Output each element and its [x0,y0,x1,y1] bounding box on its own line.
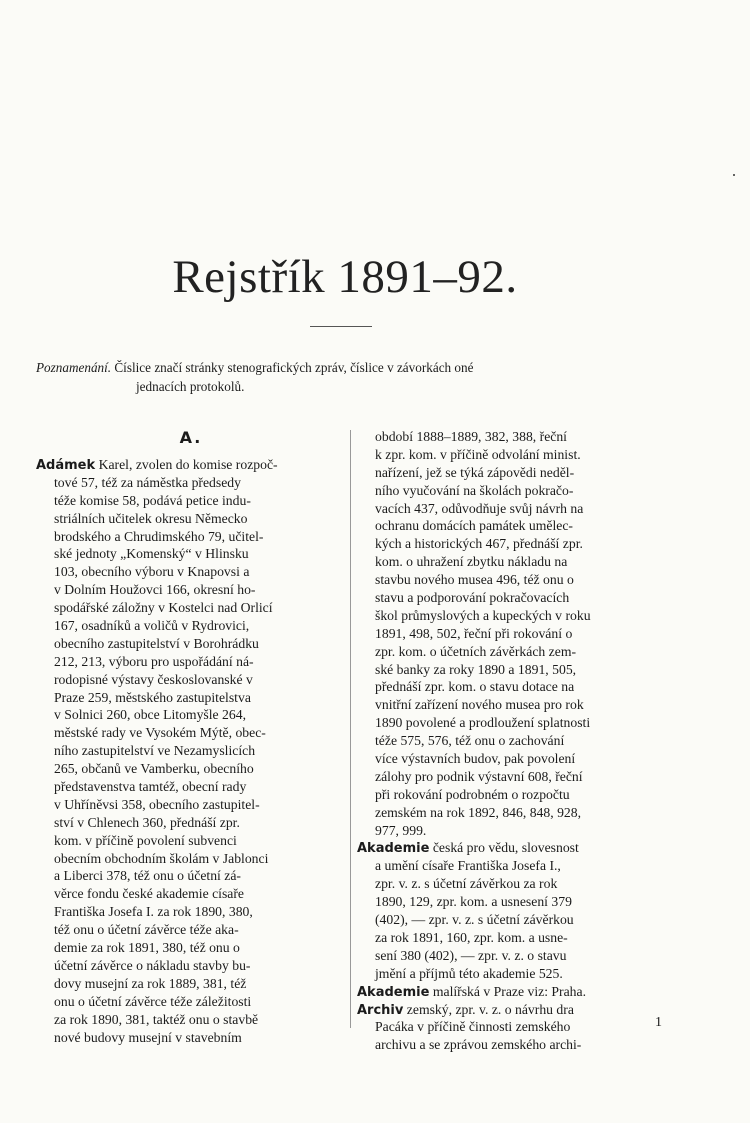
entry-line [36,474,346,492]
entry-archiv [357,1001,687,1055]
entry-text: tové 57, též za náměstka předsedy [54,474,241,490]
entry-text: malířská v Praze viz: Praha. [429,983,587,999]
note-line-2: jednacích protokolů. [136,379,245,394]
entry-text: stavbu nového musea 496, též onu o [375,572,574,588]
entry-line [36,921,346,939]
left-column [36,428,346,1046]
entry-text: v Uhříněvsi 358, obecního zastupitel- [54,796,260,812]
entry-line [357,607,687,625]
entry-text: téže komise 58, podává petice indu- [54,492,251,508]
entry-text: kých a historických 467, přednáší zpr. [375,536,583,552]
page-title: Rejstřík 1891–92. [172,251,518,303]
entry-text: jmění a příjmů této akademie 525. [375,965,563,981]
entry-headword: Akademie [357,841,430,857]
entry-text: zemský, zpr. v. z. o návrhu dra [403,1001,574,1017]
entry-akademie-malirska [357,983,687,1001]
entry-line [357,1018,687,1036]
entry-text: 103, obecního výboru v Knapovsi a [54,564,250,580]
entry-text: městské rady ve Vysokém Mýtě, obec- [54,725,266,741]
entry-line [357,428,687,446]
entry-line [36,993,346,1011]
entry-line [357,804,687,822]
entry-text: 1890 povolené a prodloužení splatnosti [375,715,591,731]
entry-text: zpr. kom. o účetních závěrkách zem- [375,643,577,659]
entry-line [36,850,346,868]
entry-line [357,678,687,696]
entry-line [36,796,346,814]
entry-text: zpr. v. z. s účetní závěrkou za rok [375,876,558,892]
entry-line [357,768,687,786]
entry-line [36,975,346,993]
title-rule [310,326,372,327]
entry-text: kom. v příčině povolení subvenci [54,832,237,848]
entry-line [357,500,687,518]
entry-text: rodopisné výstavy českoslovanské v [54,671,253,687]
entry-line [36,724,346,742]
entry-text: 167, osadníků a voličů v Rydrovici, [54,618,250,634]
entry-text: spodářské záložny v Kostelci nad Orlicí [54,600,273,616]
entry-text: 212, 213, výboru pro uspořádání ná- [54,653,254,669]
entry-line [36,689,346,707]
entry-text: věrce fondu české akademie císaře [54,886,244,902]
entry-akademie-ceska [357,839,687,982]
entry-line [357,661,687,679]
entry-line [357,750,687,768]
entry-text: vacích 437, odůvodňuje svůj návrh na [375,500,584,516]
entry-line [357,643,687,661]
right-column [357,428,687,1054]
entry-text: k zpr. kom. v příčině odvolání minist. [375,446,581,462]
entry-line [357,786,687,804]
entry-line [357,929,687,947]
entry-line [357,1001,687,1019]
entry-text: v Dolním Houžovci 166, okresní ho- [54,582,256,598]
entry-line [36,563,346,581]
entry-text: Františka Josefa I. za rok 1890, 380, [54,904,253,920]
entry-text: účetní závěrce o nákladu stavby bu- [54,957,251,973]
entry-text: 977, 999. [375,822,427,838]
entry-line [357,1036,687,1054]
entry-text: brodského a Chrudimského 79, učitel- [54,528,264,544]
entry-line [357,571,687,589]
entry-line [357,553,687,571]
entry-line [36,635,346,653]
entry-line [36,653,346,671]
entry-text: 1891, 498, 502, řeční při rokování o [375,625,573,641]
entry-text: při rokování podrobném o rozpočtu [375,786,570,802]
entry-headword: Adámek [36,458,96,473]
entry-line [36,1029,346,1047]
entry-line [36,528,346,546]
entry-line [36,814,346,832]
entry-text: kom. o uhražení zbytku nákladu na [375,554,568,570]
entry-text: ství v Chlenech 360, přednáší zpr. [54,814,240,830]
entry-line [357,732,687,750]
entry-line [357,839,687,857]
entry-line [36,1011,346,1029]
entry-line [357,464,687,482]
entry-line [36,778,346,796]
entry-line [357,875,687,893]
column-divider [350,430,351,1028]
entry-line [357,696,687,714]
entry-text: ské banky za roky 1890 a 1891, 505, [375,661,577,677]
entry-text: (402), — zpr. v. z. s účetní závěrkou [375,912,574,928]
note-label: Poznamenání. [36,360,112,375]
entry-text: striálních učitelek okresu Německo [54,510,248,526]
entry-text: Karel, zvolen do komise rozpoč- [95,457,278,472]
entry-line [36,581,346,599]
entry-line [36,742,346,760]
entry-text: více výstavních budov, pak povolení [375,751,576,767]
entry-line [36,706,346,724]
entry-text: nařízení, jež se týká zápovědi neděl- [375,464,575,480]
entry-text: Praze 259, městského zastupitelstva [54,689,251,705]
entry-line [357,857,687,875]
entry-line [36,599,346,617]
entry-line [36,885,346,903]
entry-line [357,482,687,500]
entry-text: ního vyučování na školách pokračo- [375,482,574,498]
entry-adamek-continued [357,428,687,839]
entry-line [357,589,687,607]
entry-text: v Solnici 260, obce Litomyšle 264, [54,707,246,723]
entry-text: česká pro vědu, slovesnost [429,840,579,856]
entry-text: období 1888–1889, 382, 388, řeční [375,429,567,444]
entry-headword: Akademie [357,984,430,1000]
section-letter: A. [179,428,203,447]
entry-text: archivu a se zprávou zemského archi- [375,1037,582,1053]
entry-line [36,832,346,850]
entry-text: ské jednoty „Komenský“ v Hlinsku [54,546,249,562]
entry-line [36,545,346,563]
entry-text: ochranu domácích památek umělec- [375,518,573,534]
entry-line [357,822,687,840]
entry-text: 265, občanů ve Vamberku, obecního [54,761,254,777]
entry-text: onu o účetní závěrce téže záležitosti [54,993,252,1009]
entry-text: nové budovy musejní v stavebním [54,1029,242,1045]
entry-text: obecního zastupitelství v Borohrádku [54,635,259,651]
entry-text: za rok 1891, 160, zpr. kom. a usne- [375,929,568,945]
entry-line [36,617,346,635]
entry-text: vnitřní zařízení nového musea pro rok [375,697,584,713]
entry-text: stavu a podporování pokračovacích [375,590,570,606]
entry-line [36,671,346,689]
entry-line [36,903,346,921]
entry-line [36,510,346,528]
ink-speck [733,174,735,176]
entry-line [357,911,687,929]
entry-line [36,760,346,778]
entry-line [357,446,687,464]
entry-text: též onu o účetní závěrce téže aka- [54,922,239,938]
note-paragraph [36,358,686,396]
entry-headword: Archiv [357,1002,404,1018]
entry-text: a umění císaře Františka Josefa I., [375,858,561,874]
entry-line [357,517,687,535]
entry-line [36,492,346,510]
entry-line [357,893,687,911]
entry-line [357,965,687,983]
note-line-1 [36,358,686,377]
entry-text: ního zastupitelství ve Nezamyslicích [54,743,256,759]
entry-line [36,867,346,885]
entry-text: Pacáka v příčině činnosti zemského [375,1019,571,1035]
entry-text: téže 575, 576, též onu o zachování [375,733,565,749]
entry-text: demie za rok 1891, 380, též onu o [54,940,240,956]
entry-text: dovy musejní za rok 1889, 381, též [54,975,247,991]
entry-line [36,456,346,474]
entry-line [357,947,687,965]
entry-line [357,535,687,553]
entry-line [357,714,687,732]
entry-text: představenstva tamtéž, obecní rady [54,779,247,795]
entry-line [36,957,346,975]
entry-text: zemském na rok 1892, 846, 848, 928, [375,804,582,820]
entry-text: škol průmyslových a kupeckých v roku [375,607,591,623]
entry-text: přednáší zpr. kom. o stavu dotace na [375,679,575,695]
entry-text: zálohy pro podnik výstavní 608, řeční [375,768,583,784]
entry-adamek [36,456,346,1046]
entry-line [36,939,346,957]
entry-text: 1890, 129, zpr. kom. a usnesení 379 [375,894,572,910]
entry-text: sení 380 (402), — zpr. v. z. o stavu [375,947,567,963]
note-text-1: Číslice značí stránky stenografických zpráv, číslice v závorkách oné [114,360,474,375]
entry-text: a Liberci 378, též onu o účetní zá- [54,868,241,884]
entry-line [357,625,687,643]
entry-text: za rok 1890, 381, taktéž onu o stavbě [54,1011,259,1027]
page-number: 1 [655,1015,662,1030]
entry-line [357,983,687,1001]
entry-text: obecním obchodním školám v Jablonci [54,850,269,866]
